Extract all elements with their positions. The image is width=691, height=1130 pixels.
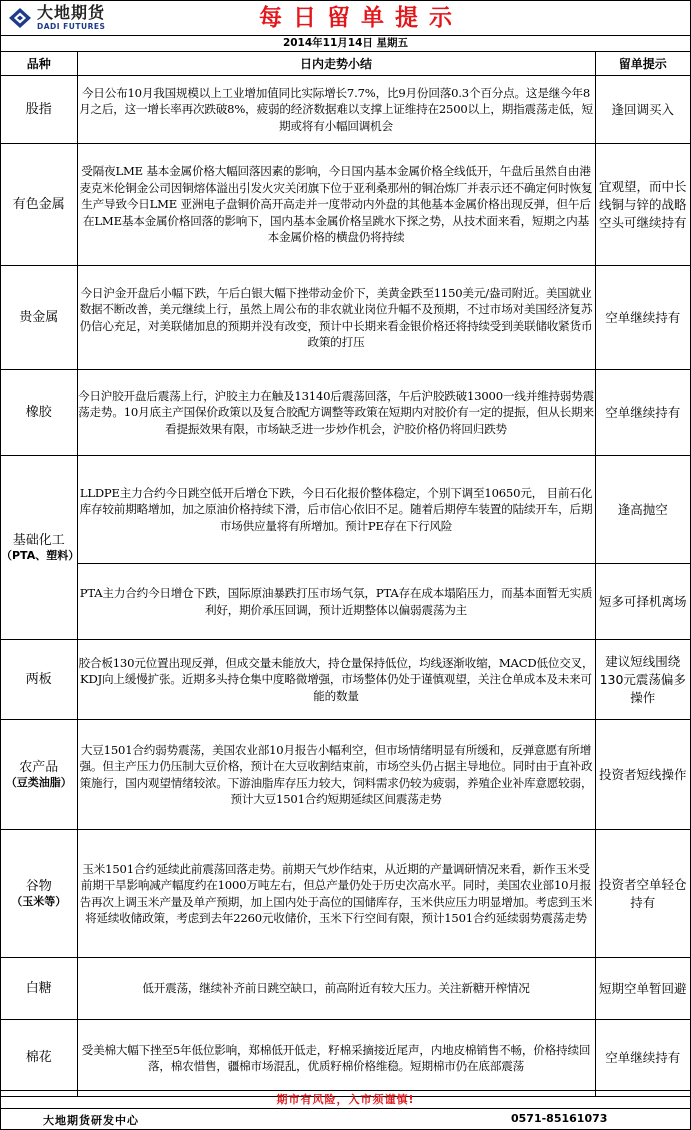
table-row bbox=[1, 640, 690, 720]
logo-icon bbox=[7, 6, 33, 30]
summary-cell: 胶合板130元位置出现反弹，但成交量未能放大，持仓量保持低位，均线逐渐收缩，MACD低位交叉，KDJ向上缓慢扩张。近期多头持仓集中度略微增强，市场整体仍处于谨慎观望，关注仓单成本及未来可能的数量 bbox=[77, 640, 595, 720]
table-row bbox=[1, 144, 690, 266]
header bbox=[1, 1, 690, 35]
category-name: 谷物 bbox=[25, 878, 52, 894]
category-subname: （PTA、塑料） bbox=[1, 548, 80, 562]
table-header-row bbox=[1, 52, 690, 76]
category-cell bbox=[1, 370, 77, 456]
category-cell bbox=[1, 1020, 77, 1097]
logo-chinese-name: 大地期货 bbox=[37, 3, 106, 22]
table-row bbox=[1, 564, 690, 640]
research-center-name: 大地期货研发中心 bbox=[43, 1114, 139, 1127]
category-cell bbox=[1, 640, 77, 720]
summary-cell: 今日公布10月我国规模以上工业增加值同比实际增长7.7%，比9月份回落0.3个百分点。这是继今年8月之后，这一增长率再次跌破8%，疲弱的经济数据难以支撑上证维持在2500以上，期指震荡走低，短期或将有小幅回调机会 bbox=[77, 76, 595, 144]
table-row bbox=[1, 266, 690, 370]
table-row bbox=[1, 456, 690, 564]
advice-cell: 逢高抛空 bbox=[595, 456, 690, 564]
logo-english-name: DADI FUTURES bbox=[37, 22, 106, 31]
advice-cell: 空单继续持有 bbox=[595, 266, 690, 370]
category-cell bbox=[1, 958, 77, 1020]
category-name: 股指 bbox=[25, 101, 52, 117]
summary-cell: LLDPE主力合约今日跳空低开后增仓下跌，今日石化报价整体稳定，个别下调至10650元， 目前石化库存较前期略增加，加之原油价格持续下滑，后市信心依旧不足。随着后期停车装置的陆续开车，后期市场供应量将有所增加。预计PE存在下行风险 bbox=[77, 456, 595, 564]
category-cell bbox=[1, 266, 77, 370]
report-date: 2014年11月14日 星期五 bbox=[1, 35, 690, 51]
column-header-advice: 留单提示 bbox=[595, 52, 690, 76]
advice-cell: 短多可择机离场 bbox=[595, 564, 690, 640]
advice-cell: 建议短线围绕130元震荡偏多操作 bbox=[595, 640, 690, 720]
category-cell bbox=[1, 76, 77, 144]
advice-cell: 短期空单暂回避 bbox=[595, 958, 690, 1020]
summary-cell: PTA主力合约今日增仓下跌，国际原油暴跌打压市场气氛，PTA存在成本塌陷压力，而基本面暂无实质利好，期价承压回调，预计近期整体以偏弱震荡为主 bbox=[77, 564, 595, 640]
column-header-category: 品种 bbox=[1, 52, 77, 76]
category-name: 白糖 bbox=[25, 980, 52, 996]
company-logo bbox=[7, 4, 127, 32]
summary-cell: 大豆1501合约弱势震荡，美国农业部10月报告小幅利空，但市场情绪明显有所缓和，反弹意愿有所增强。但主产压力仍压制大豆价格，预计在大豆收割结束前，市场空头仍占据主导地位。同时由于直补政策施行，国内观望情绪较浓。下游油脂库存压力较大，饲料需求仍较为疲弱，养殖企业补库意愿较弱，预计大豆1501合约短期延续区间震荡走势 bbox=[77, 720, 595, 830]
category-name: 两板 bbox=[25, 671, 52, 687]
summary-cell: 玉米1501合约延续此前震荡回落走势。前期天气炒作结束，从近期的产量调研情况来看，新作玉米受前期干旱影响减产幅度约在1000万吨左右，但总产量仍处于历史次高水平。同时，美国农业部10月报告再次上调玉米产量及单产预期，加上国内处于高位的国储库存，玉米供应压力明显增加。考虑到玉米将延续收储政策，考虑到去年2260元收储价，玉米下行空间有限，预计1501合约延续弱势震荡走势 bbox=[77, 830, 595, 958]
risk-warning: 期市有风险，入市须谨慎! bbox=[1, 1090, 690, 1108]
category-name: 贵金属 bbox=[19, 309, 59, 325]
category-cell bbox=[1, 456, 80, 640]
category-name: 棉花 bbox=[25, 1050, 52, 1065]
table-row bbox=[1, 1020, 690, 1097]
summary-cell: 受隔夜LME 基本金属价格大幅回落因素的影响，今日国内基本金属价格全线低开，午盘后虽然自由港麦克米伦铜金公司因铜熔体溢出引发火灾关闭旗下位于亚利桑那州的铜冶炼厂并表示还不确定何时恢复生产导致今日LME 亚洲电子盘铜价高开高走并一度带动内外盘的其他基本金属价格出现反弹，但午后在LME基本金属价格回落的影响下，国内基本金属价格呈跳水下探之势，从技术面来看，短期之内基本金属价格的横盘仍将持续 bbox=[77, 144, 595, 266]
advice-cell: 宜观望，而中长线铜与锌的战略空头可继续持有 bbox=[595, 144, 690, 266]
table-row bbox=[1, 370, 690, 456]
footer bbox=[1, 1108, 690, 1130]
category-name: 有色金属 bbox=[12, 196, 65, 212]
category-name: 农产品 bbox=[19, 759, 59, 775]
advice-cell: 投资者短线操作 bbox=[595, 720, 690, 830]
table-row bbox=[1, 76, 690, 144]
advice-cell: 逢回调买入 bbox=[595, 76, 690, 144]
summary-cell: 今日沪胶开盘后震荡上行，沪胶主力在触及13140后震荡回落，午后沪胶跌破13000一线并维持弱势震荡走势。10月底主产国保价政策以及复合胶配方调整等政策在短期内对胶价有一定的提振，但从长期来看提振效果有限，市场缺乏进一步炒作机会，沪胶价格仍将回归跌势 bbox=[77, 370, 595, 456]
category-name: 橡胶 bbox=[25, 404, 52, 420]
page-title: 每日留单提示 bbox=[259, 4, 463, 31]
summary-cell: 受美棉大幅下挫至5年低位影响，郑棉低开低走，籽棉采摘接近尾声，内地皮棉销售不畅，价格持续回落，棉农惜售，疆棉市场混乱，优质籽棉价格维稳。短期棉市仍在底部震荡 bbox=[77, 1020, 595, 1097]
advice-cell: 空单继续持有 bbox=[595, 1020, 690, 1097]
table-row bbox=[1, 720, 690, 830]
category-subname: （豆类油脂） bbox=[5, 775, 72, 789]
category-cell bbox=[1, 830, 77, 958]
column-header-summary: 日内走势小结 bbox=[77, 52, 595, 76]
table-row bbox=[1, 830, 690, 958]
table-row bbox=[1, 958, 690, 1020]
report-table bbox=[1, 51, 690, 1097]
category-cell bbox=[1, 720, 77, 830]
category-subname: （玉米等） bbox=[11, 894, 67, 908]
summary-cell: 低开震荡，继续补齐前日跳空缺口，前高附近有较大压力。关注新糖开榨情况 bbox=[77, 958, 595, 1020]
category-cell bbox=[1, 144, 77, 266]
advice-cell: 空单继续持有 bbox=[595, 370, 690, 456]
contact-phone: 0571-85161073 bbox=[511, 1112, 608, 1125]
summary-cell: 今日沪金开盘后小幅下跌，午后白银大幅下挫带动金价下，美黄金跌至1150美元/盎司附近。美国就业数据不断改善，美元继续上行，虽然上周公布的非农就业岗位升幅不及预期，不过市场对美国经济复苏仍信心充足，对美联储加息的预期并没有改变，预计中长期来看金银价格还将持续受到美联储收紧货币政策的打压 bbox=[77, 266, 595, 370]
category-name: 基础化工 bbox=[12, 532, 65, 548]
advice-cell: 投资者空单轻仓持有 bbox=[595, 830, 690, 958]
